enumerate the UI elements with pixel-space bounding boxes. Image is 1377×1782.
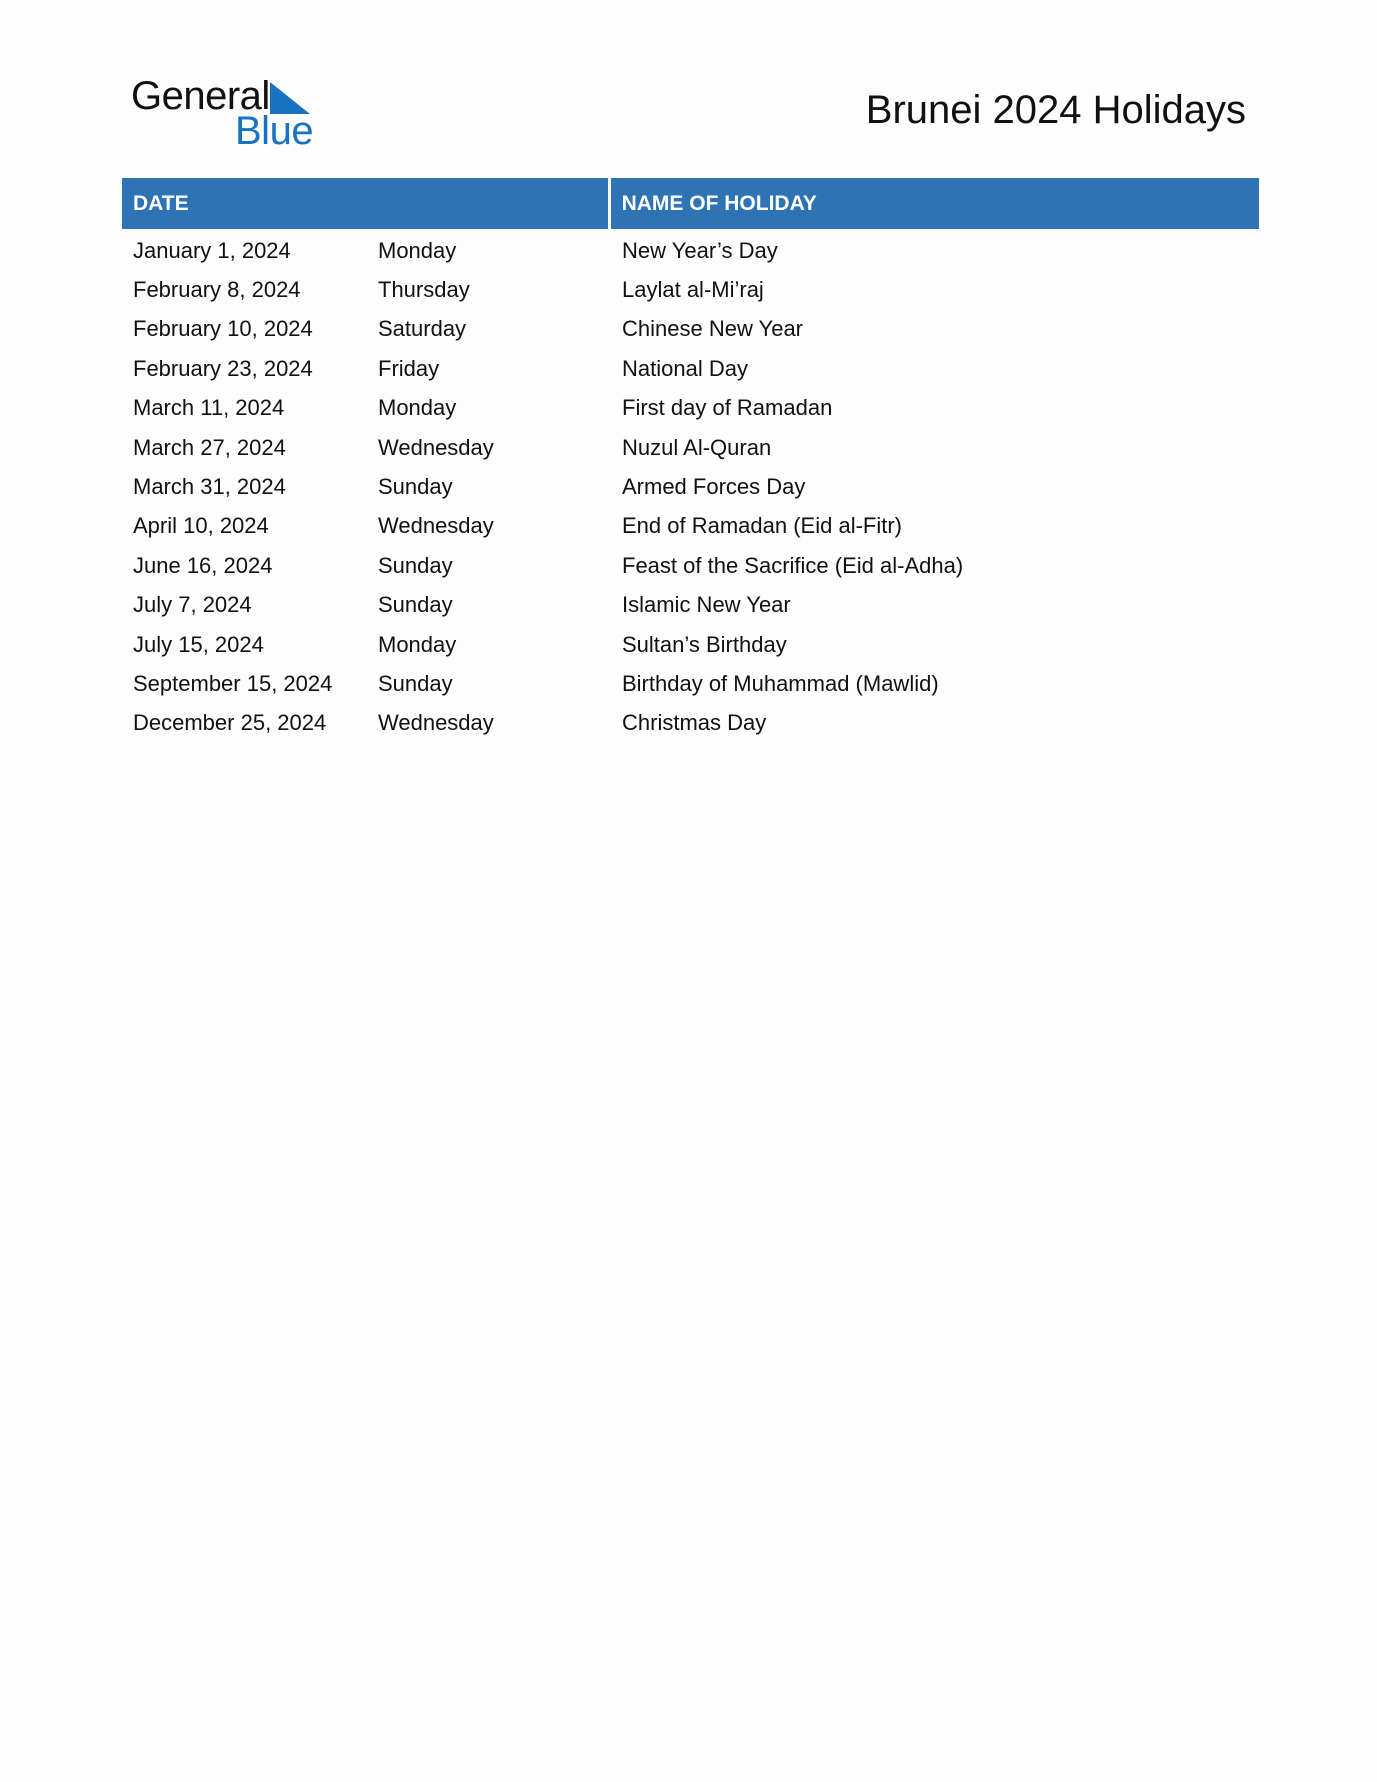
column-header-name: NAME OF HOLIDAY <box>611 178 1259 229</box>
holiday-weekday: Sunday <box>378 592 453 618</box>
table-row <box>122 546 1259 585</box>
table-row <box>122 625 1259 664</box>
column-header-date: DATE <box>122 178 608 229</box>
table-row <box>122 231 1259 270</box>
holiday-weekday: Monday <box>378 631 457 657</box>
table-row <box>122 664 1259 703</box>
table-row <box>122 349 1259 388</box>
holiday-date: April 10, 2024 <box>133 513 269 539</box>
table-row <box>122 467 1259 506</box>
holiday-date: December 25, 2024 <box>133 710 327 736</box>
holiday-name: Birthday of Muhammad (Mawlid) <box>622 670 939 696</box>
holiday-weekday: Wednesday <box>378 710 494 736</box>
holiday-date: July 7, 2024 <box>133 592 252 618</box>
table-row <box>122 389 1259 428</box>
holiday-name: National Day <box>622 355 748 381</box>
holiday-date: February 8, 2024 <box>133 277 301 303</box>
table-row <box>122 704 1259 743</box>
holiday-date: February 23, 2024 <box>133 355 313 381</box>
holiday-date: March 27, 2024 <box>133 434 286 460</box>
table-row <box>122 507 1259 546</box>
holiday-date: September 15, 2024 <box>133 670 333 696</box>
holiday-weekday: Sunday <box>378 670 453 696</box>
table-row <box>122 586 1259 625</box>
holidays-table <box>122 178 1259 743</box>
page-title: Brunei 2024 Holidays <box>865 88 1246 132</box>
generalblue-logo <box>131 72 331 152</box>
table-body <box>122 229 1259 743</box>
holiday-date: July 15, 2024 <box>133 631 264 657</box>
holiday-weekday: Sunday <box>378 552 453 578</box>
holiday-date: March 31, 2024 <box>133 474 286 500</box>
holiday-date: March 11, 2024 <box>133 395 285 421</box>
holiday-name: Sultan’s Birthday <box>622 631 787 657</box>
holiday-name: Chinese New Year <box>622 316 804 342</box>
holiday-name: Christmas Day <box>622 710 767 736</box>
holiday-name: Armed Forces Day <box>622 474 806 500</box>
table-row <box>122 428 1259 467</box>
holiday-weekday: Sunday <box>378 474 453 500</box>
holiday-weekday: Saturday <box>378 316 467 342</box>
holiday-weekday: Wednesday <box>378 513 494 539</box>
table-row <box>122 310 1259 349</box>
holiday-name: Laylat al-Mi’raj <box>622 277 764 303</box>
holiday-name: First day of Ramadan <box>622 395 833 421</box>
holiday-name: Feast of the Sacrifice (Eid al-Adha) <box>622 552 964 578</box>
holiday-date: February 10, 2024 <box>133 316 313 342</box>
holiday-date: June 16, 2024 <box>133 552 273 578</box>
logo-word-general: General <box>131 74 270 118</box>
holiday-weekday: Monday <box>378 395 457 421</box>
holiday-weekday: Friday <box>378 355 440 381</box>
holiday-name: Nuzul Al-Quran <box>622 434 772 460</box>
holiday-weekday: Wednesday <box>378 434 494 460</box>
table-header <box>122 178 1259 229</box>
holiday-name: New Year’s Day <box>622 237 778 263</box>
holiday-name: Islamic New Year <box>622 592 791 618</box>
holiday-name: End of Ramadan (Eid al-Fitr) <box>622 513 902 539</box>
table-row <box>122 270 1259 309</box>
holiday-weekday: Monday <box>378 237 457 263</box>
holiday-weekday: Thursday <box>378 277 470 303</box>
logo-word-blue: Blue <box>235 109 314 153</box>
holiday-date: January 1, 2024 <box>133 237 291 263</box>
